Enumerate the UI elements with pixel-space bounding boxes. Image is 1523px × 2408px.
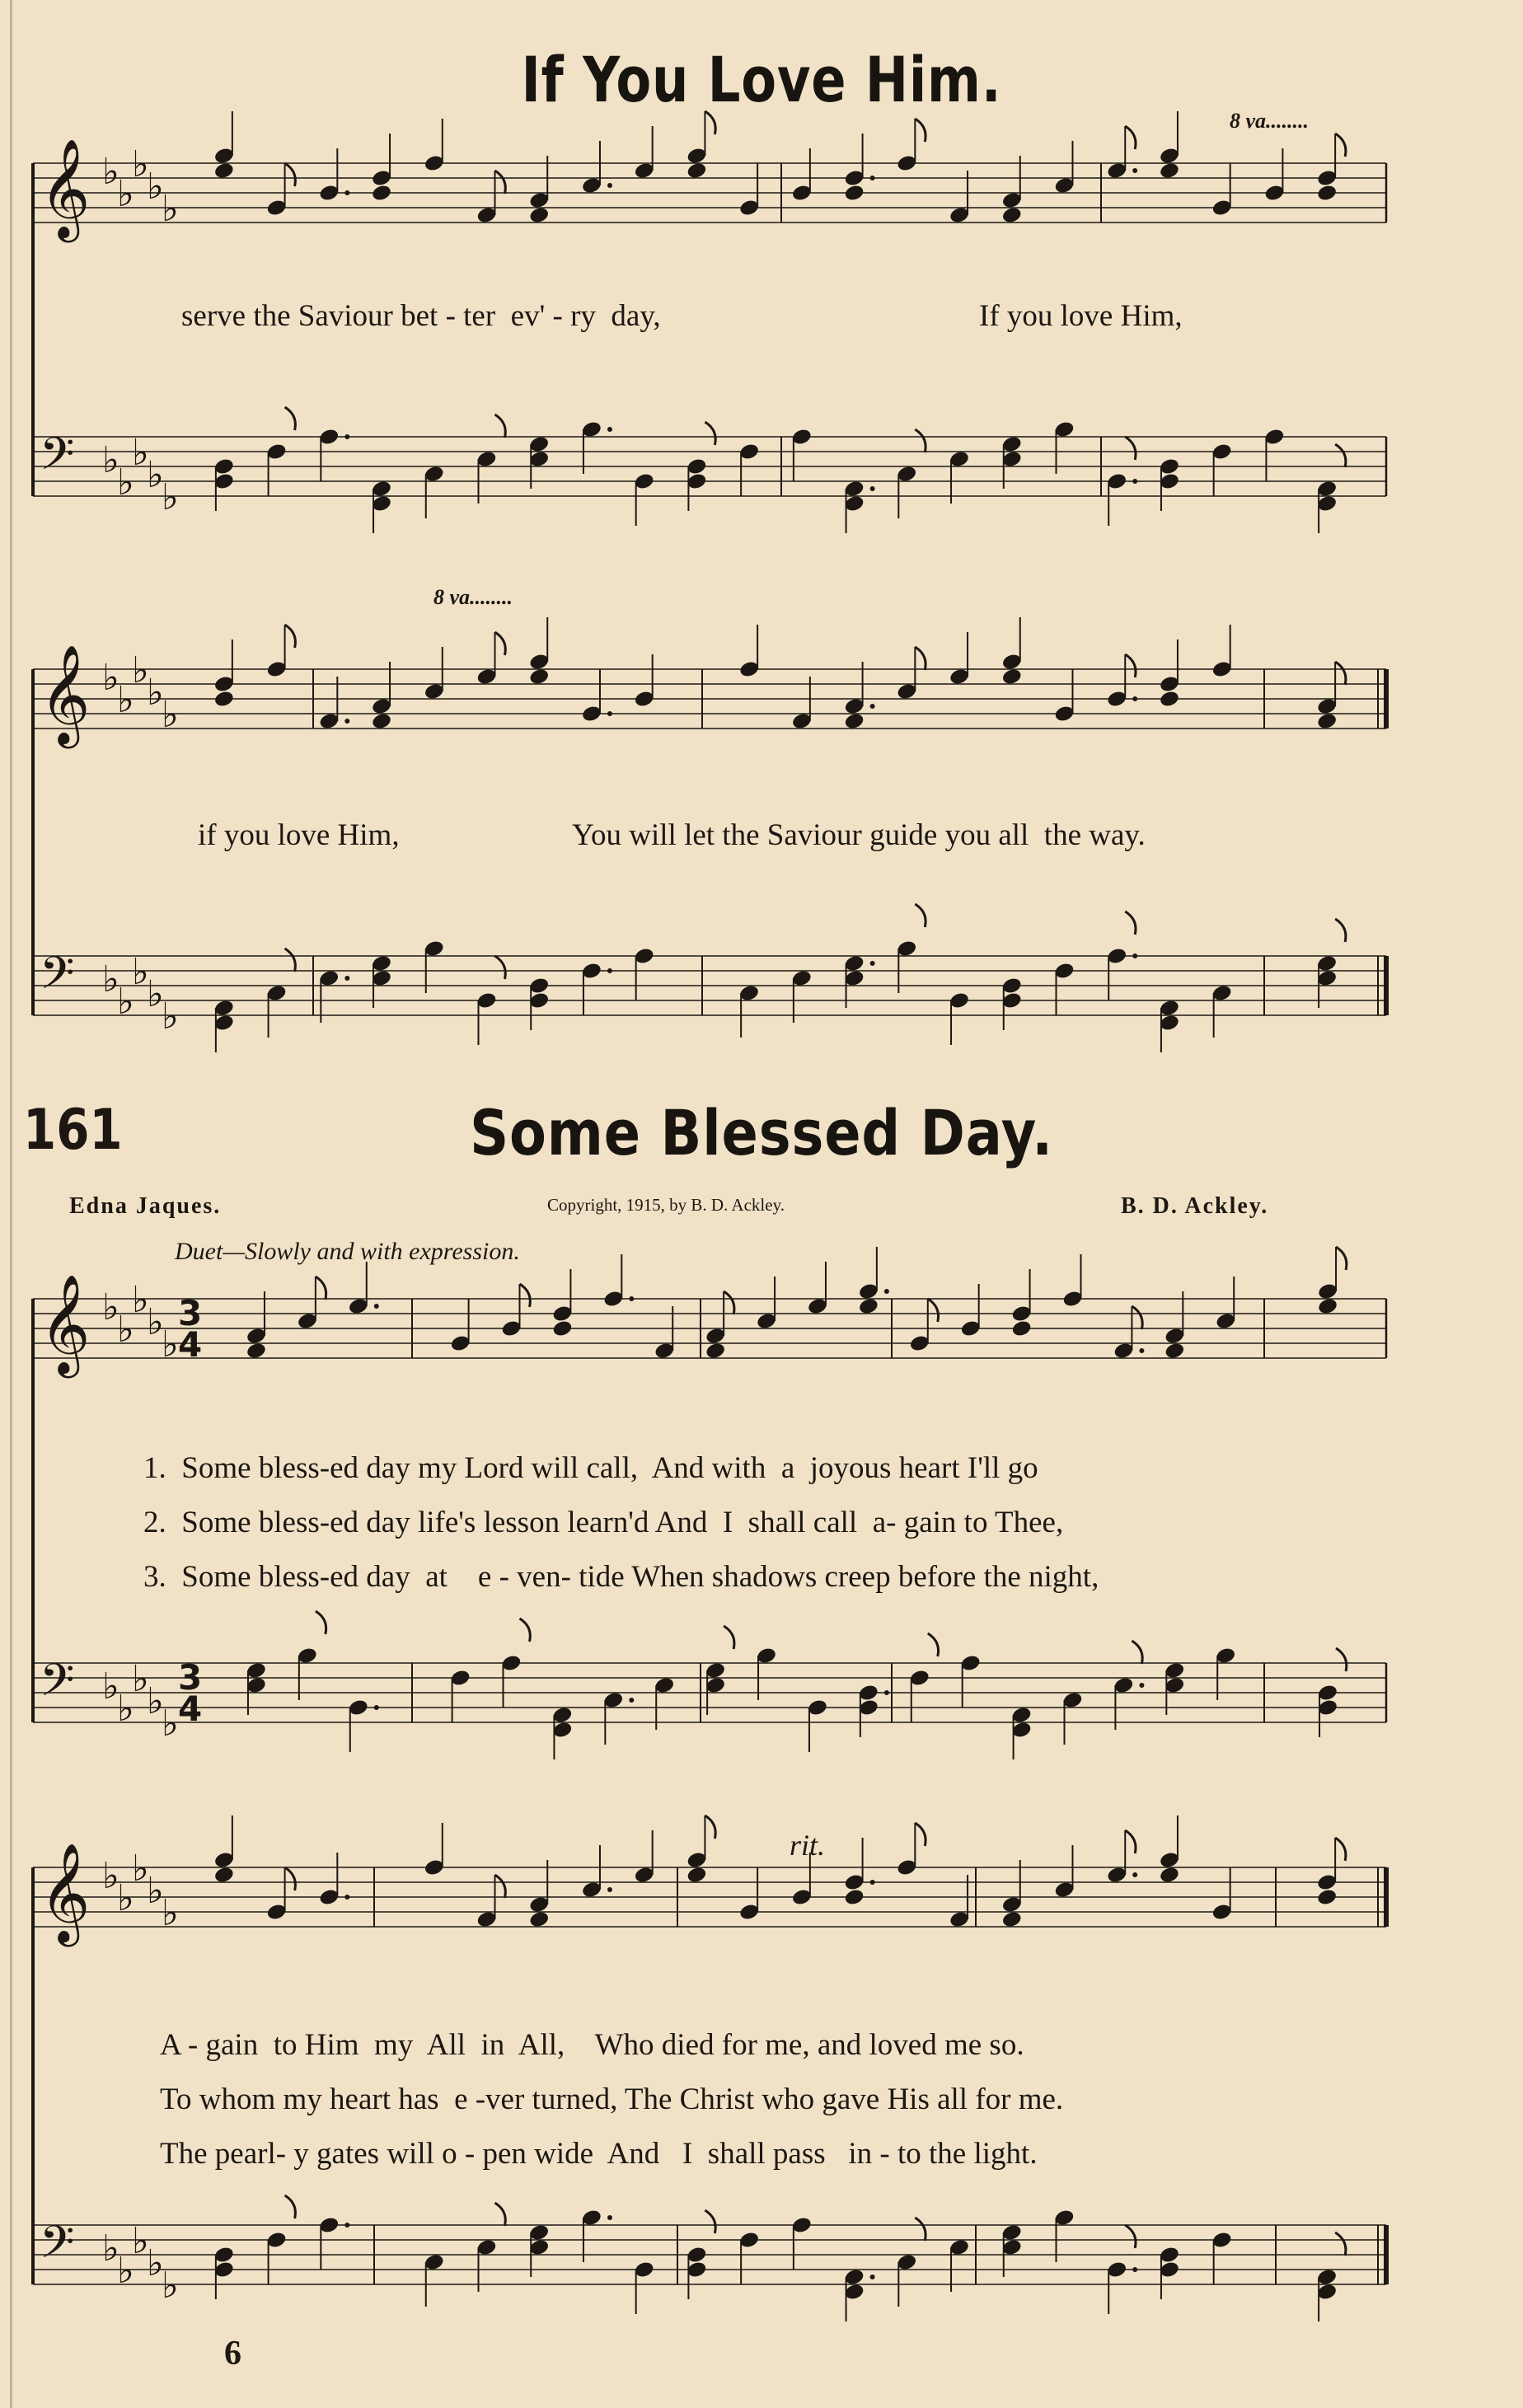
hymn-number: 161 (23, 1098, 123, 1163)
note-flag (705, 422, 715, 445)
note-flag (285, 625, 296, 648)
note-flag (1335, 662, 1346, 685)
dot-mark (344, 719, 349, 724)
note-flag (705, 1815, 715, 1839)
note-flag (285, 949, 296, 972)
flat-sign-icon: ♭ (147, 1301, 164, 1343)
dot-mark (870, 961, 875, 966)
note-flag (1125, 654, 1136, 677)
flat-sign-icon: ♭ (132, 951, 149, 993)
note-flag (915, 2218, 926, 2241)
note-flag (495, 2203, 506, 2226)
flat-sign-icon: ♭ (132, 1848, 149, 1890)
note-head (1159, 690, 1180, 709)
dot-mark (1139, 1348, 1144, 1353)
note-head (1316, 712, 1338, 731)
flat-sign-icon: ♭ (147, 1870, 164, 1912)
flat-sign-icon: ♭ (147, 166, 164, 208)
dot-mark (344, 976, 349, 981)
note-flag (915, 647, 926, 670)
flat-sign-icon: ♭ (102, 657, 119, 699)
dot-mark (344, 434, 349, 439)
note-head (528, 206, 550, 225)
note-flag (1335, 134, 1346, 157)
note-flag (1336, 1247, 1347, 1270)
note-flag (495, 415, 506, 438)
flat-sign-icon: ♭ (102, 1855, 119, 1897)
bass-clef-icon: 𝄢 (40, 428, 75, 491)
note-flag (928, 1299, 939, 1322)
flat-sign-icon: ♭ (162, 1892, 179, 1934)
verse-3-line-1: 3. Some bless-ed day at e - ven- tide When shadows creep before the night, (143, 1560, 1099, 1594)
time-signature-bottom: 4 (178, 1324, 203, 1365)
note-head (1159, 1866, 1180, 1885)
note-flag (1336, 1648, 1347, 1671)
flat-sign-icon: ♭ (147, 973, 164, 1015)
hymn-title-prev: If You Love Him. (521, 43, 1002, 116)
flat-sign-icon: ♭ (117, 2250, 134, 2292)
note-flag (285, 1867, 296, 1890)
dot-mark (1132, 479, 1137, 484)
treble-clef-icon: 𝄞 (40, 644, 91, 744)
treble-clef-icon: 𝄞 (40, 1273, 91, 1374)
dot-mark (607, 1887, 612, 1892)
note-flag (1125, 911, 1136, 935)
verse-2-line-1: 2. Some bless-ed day life's lesson learn'd And I shall call a- gain to Thee, (143, 1506, 1064, 1539)
note-flag (1335, 1838, 1346, 1861)
flat-sign-icon: ♭ (117, 1309, 134, 1351)
note-flag (1125, 437, 1136, 460)
note-flag (495, 632, 506, 655)
dot-mark (884, 1690, 889, 1695)
flat-sign-icon: ♭ (132, 143, 149, 185)
treble-clef-icon: 𝄞 (40, 1842, 91, 1942)
note-head (686, 1866, 707, 1885)
author-credit: Edna Jaques. (69, 1193, 222, 1219)
dot-mark (870, 486, 875, 491)
note-flag (1335, 2232, 1346, 2256)
note-flag (915, 119, 926, 142)
note-flag (495, 171, 506, 194)
dot-mark (607, 711, 612, 716)
flat-sign-icon: ♭ (132, 1658, 149, 1700)
note-head (858, 1297, 879, 1316)
dot-mark (629, 1296, 634, 1301)
note-head (1001, 1910, 1023, 1929)
flat-sign-icon: ♭ (102, 2228, 119, 2270)
dot-mark (344, 1895, 349, 1900)
flat-sign-icon: ♭ (147, 672, 164, 714)
flat-sign-icon: ♭ (132, 1279, 149, 1321)
dot-mark (870, 1880, 875, 1885)
note-head (213, 1866, 235, 1885)
flat-sign-icon: ♭ (102, 1665, 119, 1708)
flat-sign-icon: ♭ (162, 2265, 179, 2307)
note-head (528, 668, 550, 686)
note-head (551, 1319, 573, 1338)
octave-mark-1: 8 va........ (1230, 109, 1310, 133)
dot-mark (1139, 1683, 1144, 1688)
time-signature-top: 3 (178, 1293, 203, 1333)
flat-sign-icon: ♭ (117, 1688, 134, 1730)
dot-mark (344, 2223, 349, 2228)
note-flag (1132, 1641, 1142, 1664)
note-flag (285, 2195, 296, 2218)
note-head (371, 712, 392, 731)
ritardando-mark: rit. (790, 1829, 826, 1862)
flat-sign-icon: ♭ (117, 679, 134, 721)
dot-mark (607, 2215, 612, 2220)
flat-sign-icon: ♭ (102, 958, 119, 1000)
verse-2-line-2: To whom my heart has e -ver turned, The Christ who gave His all for me. (160, 2082, 1064, 2116)
flat-sign-icon: ♭ (147, 1680, 164, 1722)
dot-mark (1132, 168, 1137, 173)
note-head (1001, 668, 1023, 686)
note-head (705, 1342, 726, 1361)
note-flag (1335, 444, 1346, 467)
lyric-prev-1: serve the Saviour bet - ter ev' - ry day, (181, 299, 661, 333)
treble-clef-icon: 𝄞 (40, 138, 91, 238)
note-head (1001, 206, 1023, 225)
flat-sign-icon: ♭ (162, 476, 179, 518)
flat-sign-icon: ♭ (147, 454, 164, 496)
copyright-notice: Copyright, 1915, by B. D. Ackley. (547, 1195, 785, 1215)
note-flag (915, 904, 926, 927)
note-flag (915, 429, 926, 452)
dot-mark (607, 427, 612, 432)
lyric-prev-4: You will let the Saviour guide you all the way. (572, 818, 1146, 852)
lyric-prev-2: If you love Him, (979, 299, 1183, 333)
verse-3-line-2: The pearl- y gates will o - pen wide And I shall pass in - to the light. (160, 2137, 1038, 2171)
note-flag (705, 2210, 715, 2233)
dot-mark (374, 1304, 379, 1309)
dot-mark (607, 183, 612, 188)
time-signature-bottom: 4 (178, 1689, 203, 1729)
flat-sign-icon: ♭ (162, 996, 179, 1038)
flat-sign-icon: ♭ (102, 439, 119, 481)
note-flag (520, 1619, 531, 1642)
note-flag (285, 407, 296, 430)
dot-mark (870, 2274, 875, 2279)
note-head (844, 712, 865, 731)
flat-sign-icon: ♭ (162, 1323, 179, 1366)
dot-mark (344, 190, 349, 195)
dot-mark (870, 176, 875, 180)
verse-1-line-2: A - gain to Him my All in All, Who died for me, and loved me so. (160, 2028, 1024, 2062)
dot-mark (607, 968, 612, 973)
note-head (1316, 1888, 1338, 1907)
tempo-marking: Duet—Slowly and with expression. (175, 1238, 520, 1265)
note-flag (1335, 919, 1346, 942)
note-flag (1125, 2225, 1136, 2248)
note-head (844, 184, 865, 203)
note-flag (915, 1823, 926, 1846)
flat-sign-icon: ♭ (162, 188, 179, 230)
flat-sign-icon: ♭ (162, 1703, 179, 1745)
dot-mark (629, 1698, 634, 1703)
flat-sign-icon: ♭ (117, 461, 134, 504)
note-flag (724, 1291, 734, 1314)
dot-mark (374, 1705, 379, 1710)
flat-sign-icon: ♭ (117, 173, 134, 215)
bass-clef-icon: 𝄢 (40, 2216, 75, 2279)
note-flag (316, 1277, 326, 1300)
flat-sign-icon: ♭ (132, 649, 149, 691)
note-flag (520, 1284, 531, 1307)
time-signature-top: 3 (178, 1657, 203, 1698)
note-flag (495, 1875, 506, 1898)
flat-sign-icon: ♭ (102, 1286, 119, 1328)
note-head (1164, 1342, 1185, 1361)
note-flag (1125, 1830, 1136, 1853)
dot-mark (1132, 953, 1137, 958)
dot-mark (884, 1289, 889, 1294)
note-flag (1132, 1306, 1142, 1329)
composer-credit: B. D. Ackley. (1121, 1193, 1269, 1219)
dot-mark (1132, 696, 1137, 701)
note-flag (285, 163, 296, 186)
note-head (371, 184, 392, 203)
bass-clef-icon: 𝄢 (40, 947, 75, 1010)
note-flag (724, 1626, 734, 1649)
hymn-title: Some Blessed Day. (470, 1096, 1053, 1169)
note-head (686, 162, 707, 180)
note-head (1159, 162, 1180, 180)
note-head (1011, 1319, 1033, 1338)
flat-sign-icon: ♭ (132, 432, 149, 474)
note-head (1316, 184, 1338, 203)
note-head (213, 162, 235, 180)
bass-clef-icon: 𝄢 (40, 1654, 75, 1717)
flat-sign-icon: ♭ (102, 151, 119, 193)
verse-1-line-1: 1. Some bless-ed day my Lord will call, And with a joyous heart I'll go (143, 1451, 1038, 1485)
note-head (246, 1342, 267, 1361)
dot-mark (1132, 1872, 1137, 1877)
note-head (1317, 1297, 1338, 1316)
note-flag (495, 956, 506, 979)
flat-sign-icon: ♭ (132, 2220, 149, 2262)
note-flag (316, 1611, 326, 1634)
dot-mark (870, 704, 875, 709)
note-head (844, 1888, 865, 1907)
flat-sign-icon: ♭ (117, 1877, 134, 1919)
lyric-prev-3: if you love Him, (198, 818, 400, 852)
note-head (213, 690, 235, 709)
note-flag (1125, 126, 1136, 149)
dot-mark (1132, 2267, 1137, 2272)
note-flag (928, 1633, 939, 1656)
flat-sign-icon: ♭ (117, 981, 134, 1023)
flat-sign-icon: ♭ (147, 2242, 164, 2284)
octave-mark-2: 8 va........ (433, 585, 513, 609)
page-number: 6 (224, 2335, 241, 2373)
note-head (528, 1910, 550, 1929)
flat-sign-icon: ♭ (162, 694, 179, 736)
